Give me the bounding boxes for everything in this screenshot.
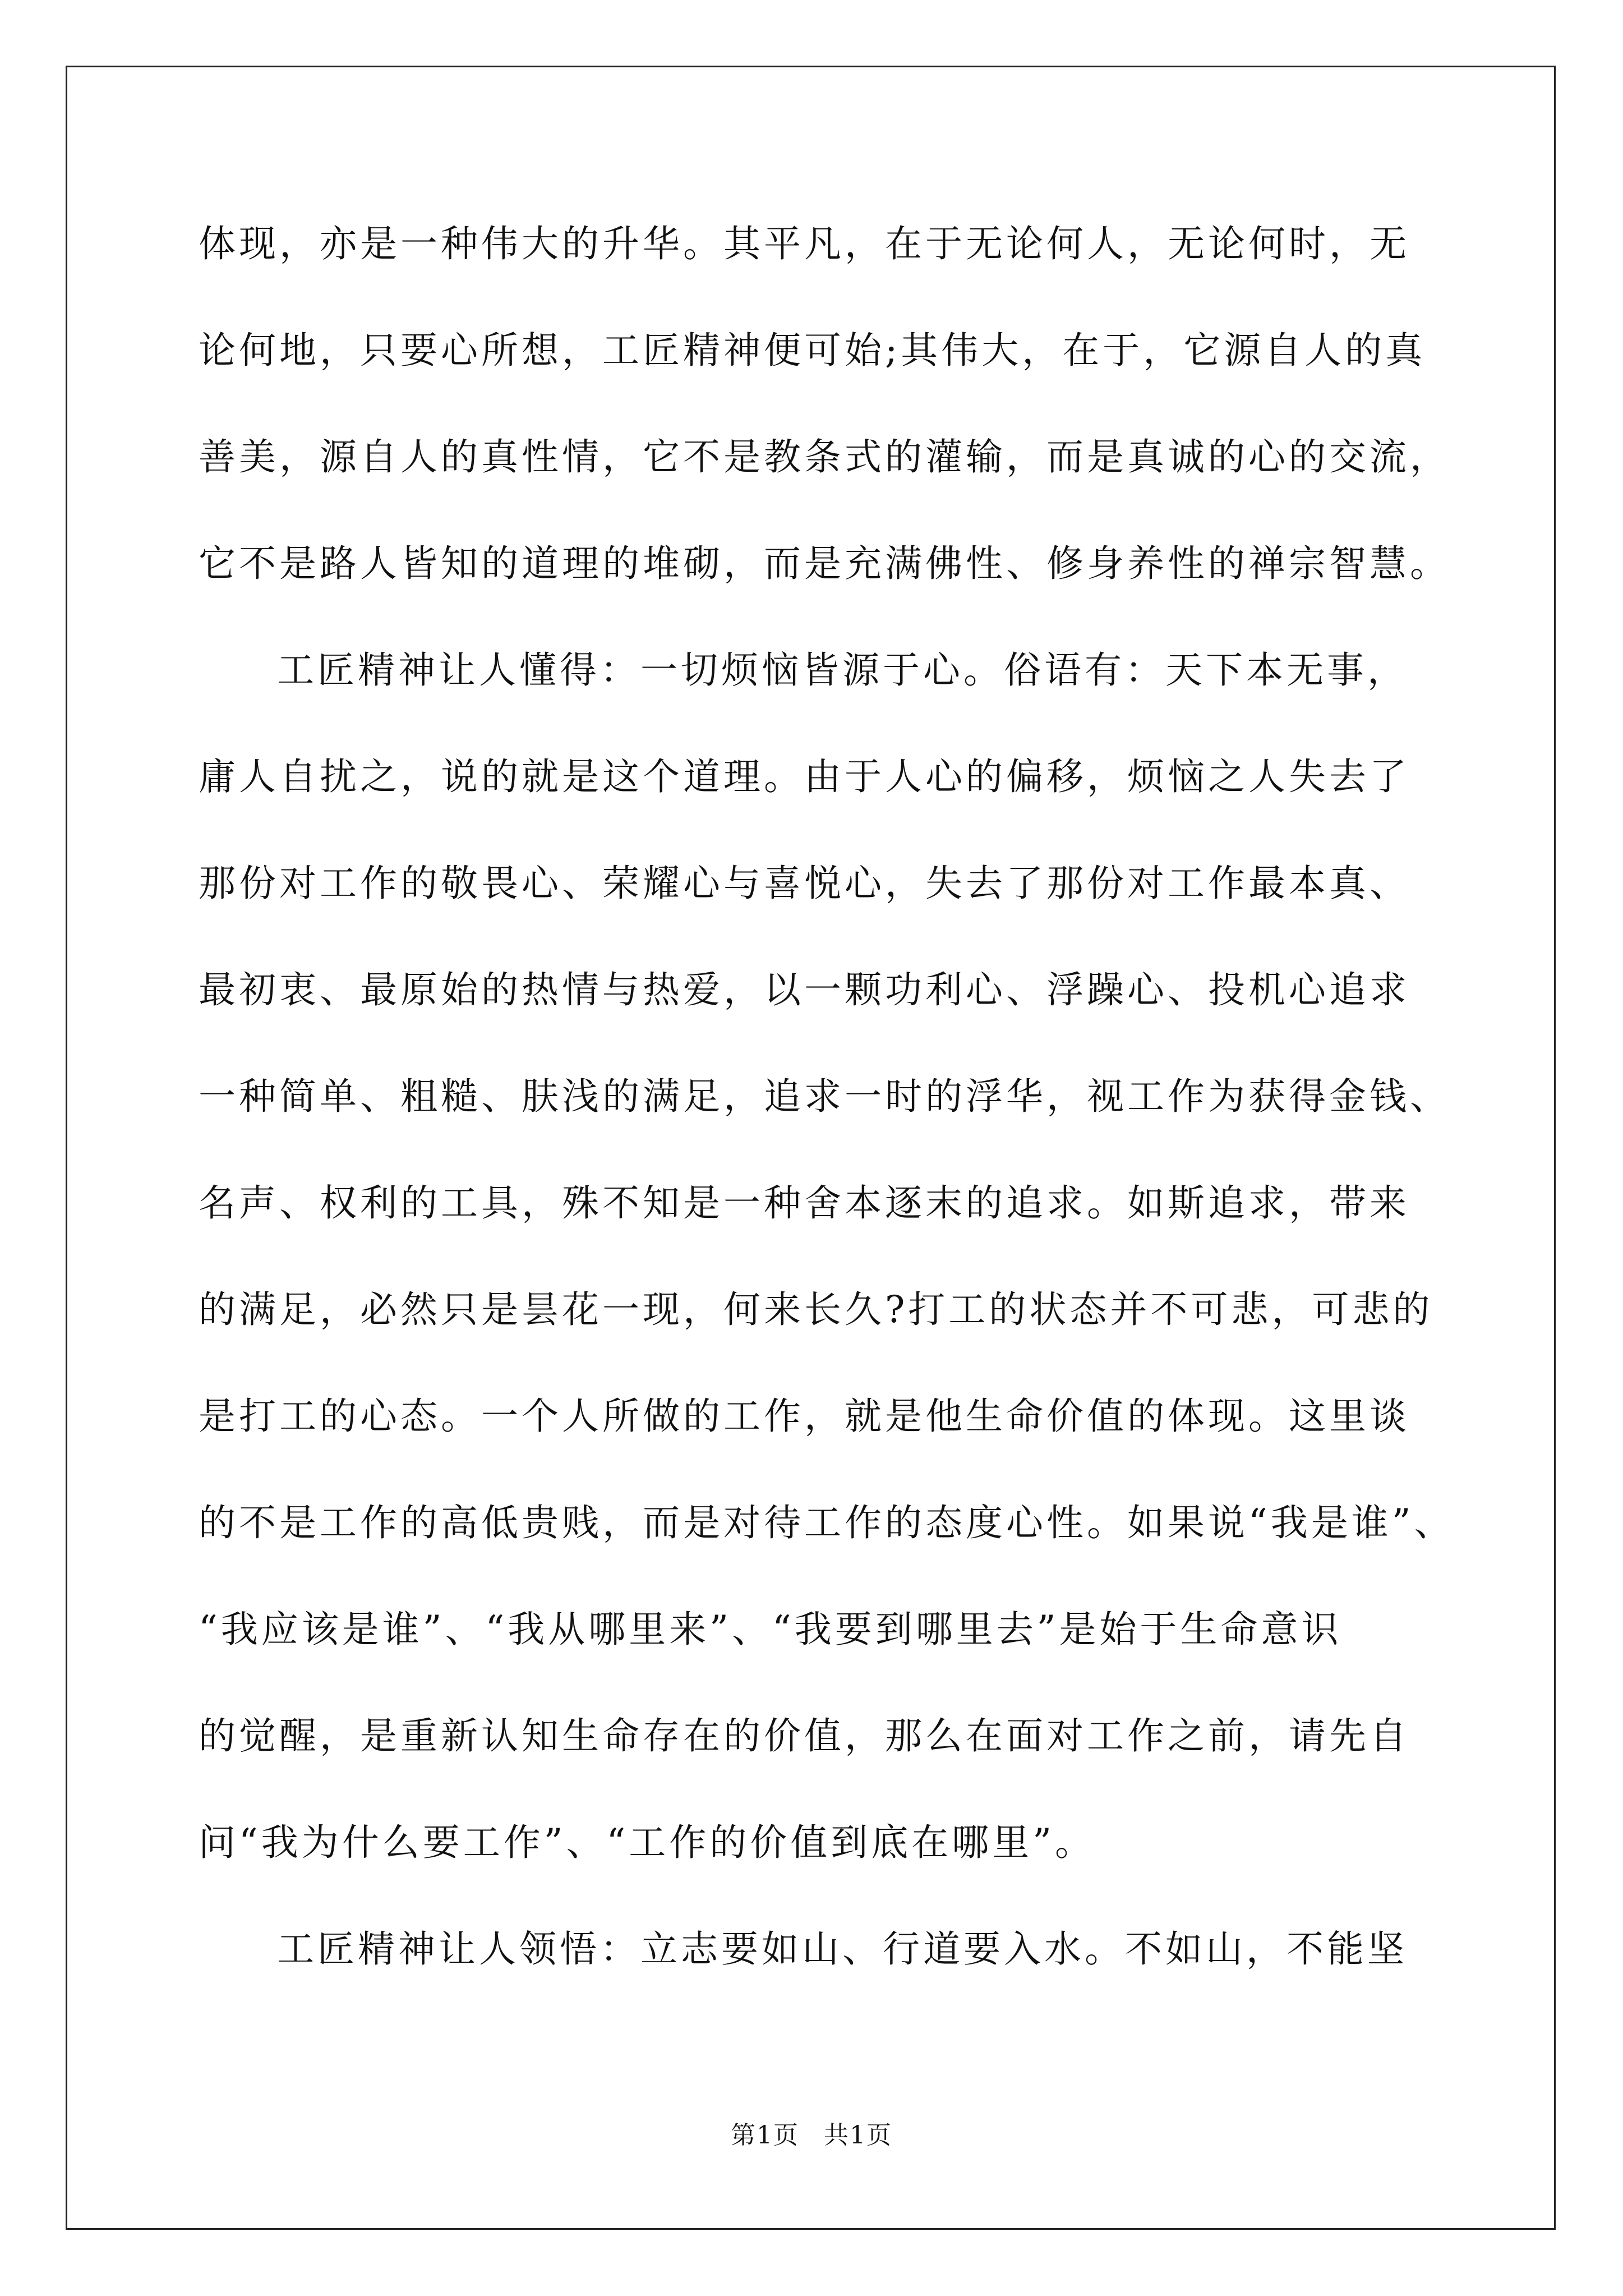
- text-line: 的满足，必然只是昙花一现，何来长久?打工的状态并不可悲，可悲的: [199, 1288, 1433, 1331]
- text-line: 论何地，只要心所想，工匠精神便可始;其伟大，在于，它源自人的真: [199, 329, 1426, 372]
- paragraph-start-line: 工匠精神让人领悟：立志要如山、行道要入水。不如山，不能坚: [277, 1927, 1408, 1971]
- text-line: 的觉醒，是重新认知生命存在的价值，那么在面对工作之前，请先自: [199, 1714, 1410, 1757]
- text-line: 最初衷、最原始的热情与热爱，以一颗功利心、浮躁心、投机心追求: [199, 968, 1410, 1011]
- text-line: “我应该是谁”、“我从哪里来”、“我要到哪里去”是始于生命意识: [199, 1608, 1342, 1651]
- page-footer: [0, 2115, 1623, 2151]
- text-line: 庸人自扰之，说的就是这个道理。由于人心的偏移，烦恼之人失去了: [199, 755, 1410, 798]
- page-number: 第1页: [731, 2121, 799, 2150]
- text-line: 一种简单、粗糙、肤浅的满足，追求一时的浮华，视工作为获得金钱、: [199, 1075, 1450, 1118]
- page-total: 共1页: [824, 2121, 892, 2150]
- text-line: 体现，亦是一种伟大的升华。其平凡，在于无论何人，无论何时，无: [199, 222, 1410, 265]
- text-line: 问“我为什么要工作”、“工作的价值到底在哪里”。: [199, 1821, 1095, 1864]
- text-line: 的不是工作的高低贵贱，而是对待工作的态度心性。如果说“我是谁”、: [199, 1501, 1455, 1544]
- text-line: 那份对工作的敬畏心、荣耀心与喜悦心，失去了那份对工作最本真、: [199, 862, 1410, 905]
- document-body: [199, 213, 1455, 2025]
- text-line: 名声、权利的工具，殊不知是一种舍本逐末的追求。如斯追求，带来: [199, 1181, 1410, 1225]
- text-line: 善美，源自人的真性情，它不是教条式的灌输，而是真诚的心的交流，: [199, 435, 1450, 478]
- text-line: 它不是路人皆知的道理的堆砌，而是充满佛性、修身养性的禅宗智慧。: [199, 542, 1450, 585]
- paragraph-start-line: 工匠精神让人懂得：一切烦恼皆源于心。俗语有：天下本无事，: [277, 648, 1408, 692]
- text-line: 是打工的心态。一个人所做的工作，就是他生命价值的体现。这里谈: [199, 1395, 1410, 1438]
